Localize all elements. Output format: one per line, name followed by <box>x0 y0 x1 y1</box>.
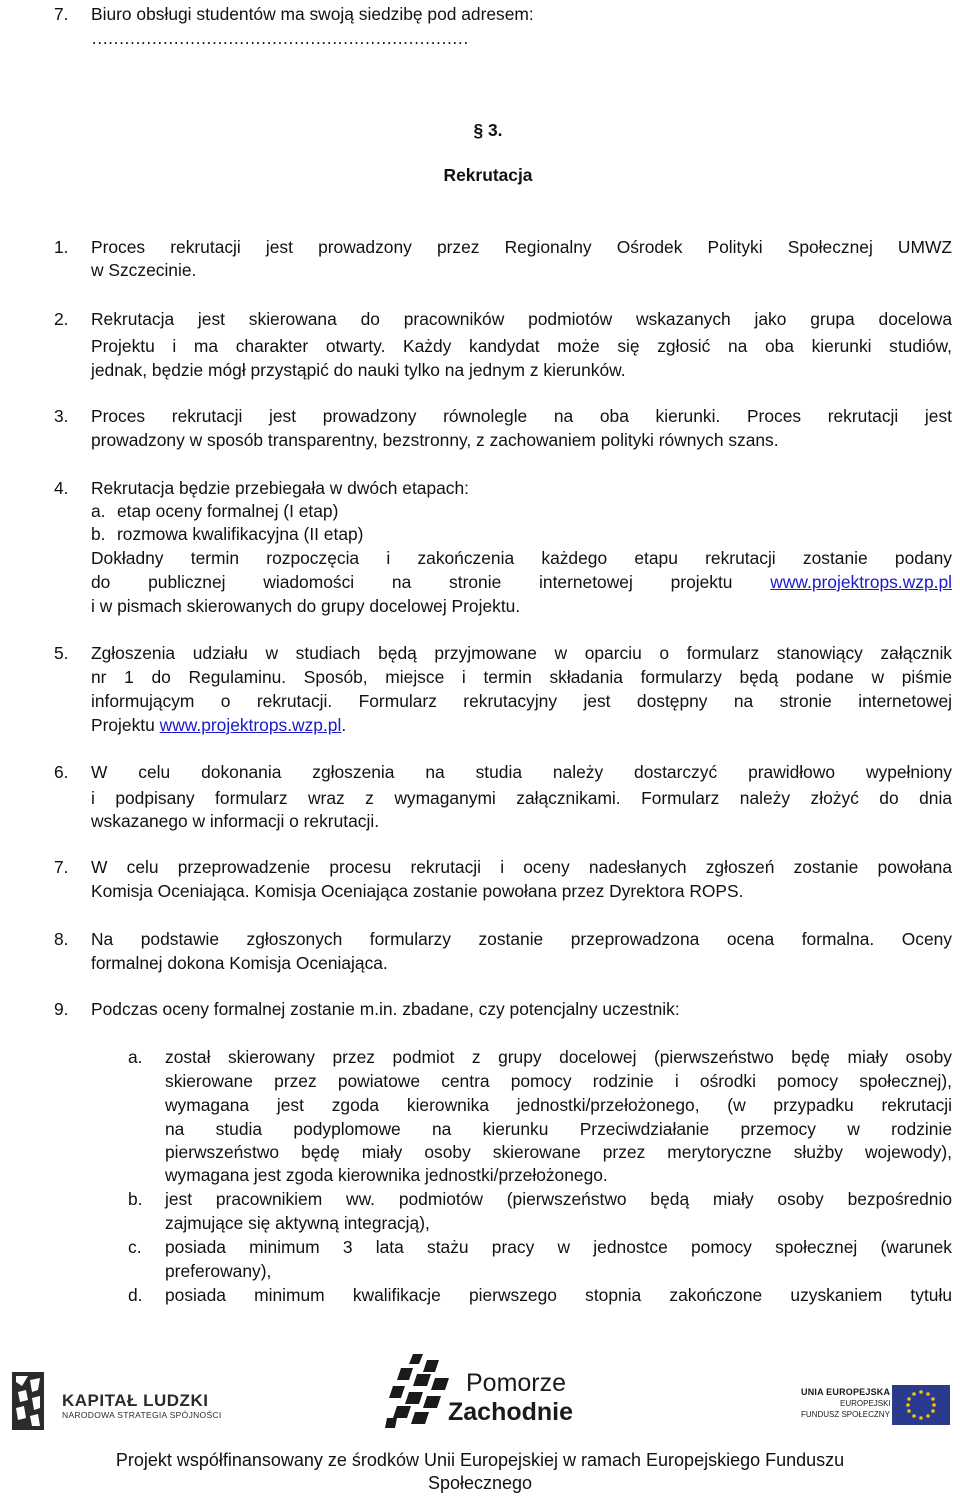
item-number: 4. <box>54 478 69 498</box>
item-number: 9. <box>54 999 69 1019</box>
sub-line: wymagana jest zgoda kierownika jednostki/przełożonego. <box>165 1165 608 1185</box>
item-number: 7. <box>54 857 69 877</box>
item-line: do publicznej wiadomości na stronie internetowej projektu <box>91 572 733 592</box>
item-line: wskazanego w informacji o rekrutacji. <box>91 811 380 831</box>
eu-flag-icon <box>892 1385 950 1425</box>
item-line: Podczas oceny formalnej zostanie m.in. zbadane, czy potencjalny uczestnik: <box>91 999 680 1019</box>
item-line: W celu przeprowadzenie procesu rekrutacji i oceny nadesłanych zgłoszeń zostanie powołana <box>91 857 952 877</box>
sub-line: wymagana jest zgoda kierownika jednostki/przełożonego, (w przypadku rekrutacji <box>165 1095 952 1115</box>
item-line: Na podstawie zgłoszonych formularzy zostanie przeprowadzona ocena formalna. Oceny <box>91 929 952 949</box>
eu-line1: UNIA EUROPEJSKA <box>801 1387 891 1397</box>
item-line: Zgłoszenia udziału w studiach będą przyjmowane w oparciu o formularz stanowiący załącznik <box>91 643 952 663</box>
item-line: Proces rekrutacji jest prowadzony równolegle na oba kierunki. Proces rekrutacji jest <box>91 406 952 426</box>
section-title: Rekrutacja <box>443 165 533 185</box>
item-number: 7. <box>54 4 69 24</box>
item-line: Rekrutacja będzie przebiegała w dwóch etapach: <box>91 478 469 498</box>
sub-line: preferowany), <box>165 1261 272 1281</box>
item-number: 8. <box>54 929 69 949</box>
item-line: prowadzony w sposób transparentny, bezstronny, z zachowaniem polityki równych szans. <box>91 430 779 450</box>
pomorze-zachodnie-emblem-icon <box>383 1352 455 1432</box>
item-number: 3. <box>54 406 69 426</box>
item-line: formalnej dokona Komisja Oceniająca. <box>91 953 388 973</box>
eu-line2: EUROPEJSKI <box>840 1399 891 1408</box>
pomorze-line2: Zachodnie <box>448 1398 574 1426</box>
section-symbol: § 3. <box>473 120 503 140</box>
item-number: 6. <box>54 762 69 782</box>
project-website-link[interactable]: www.projektrops.wzp.pl <box>770 572 952 592</box>
pomorze-line1: Pomorze <box>466 1369 567 1397</box>
item-line: Dokładny termin rozpoczęcia i zakończenia każdego etapu rekrutacji zostanie podany <box>91 548 952 568</box>
sub-label: d. <box>128 1285 143 1305</box>
sub-text: etap oceny formalnej (I etap) <box>117 501 339 521</box>
item-line: i podpisany formularz wraz z wymaganymi załącznikami. Formularz należy złożyć do dnia <box>91 788 952 808</box>
sub-line: jest pracownikiem ww. podmiotów (pierwszeństwo będą miały osoby bezpośrednio <box>165 1189 952 1209</box>
sub-line: pierwszeństwo będę miały osoby skierowane przez merytoryczne służby wojewody), <box>165 1142 952 1162</box>
sub-line: posiada minimum kwalifikacje pierwszego stopnia zakończone uzyskaniem tytułu <box>165 1285 952 1305</box>
kapital-ludzki-emblem-icon <box>8 1370 48 1432</box>
item-number: 1. <box>54 237 69 257</box>
sub-label: c. <box>128 1237 142 1257</box>
item-line: Projektu <box>91 715 155 735</box>
footer-line1: Projekt współfinansowany ze środków Unii Europejskiej w ramach Europejskiego Funduszu <box>115 1450 845 1470</box>
eu-line3: FUNDUSZ SPOŁECZNY <box>801 1410 890 1419</box>
item-line: Komisja Oceniająca. Komisja Oceniająca zostanie powołana przez Dyrektora ROPS. <box>91 881 744 901</box>
item-line: W celu dokonania zgłoszenia na studia należy dostarczyć prawidłowo wypełniony <box>91 762 952 782</box>
item-line: Rekrutacja jest skierowana do pracowników podmiotów wskazanych jako grupa docelowa <box>91 309 952 329</box>
item-line: jednak, będzie mógł przystąpić do nauki tylko na jednym z kierunków. <box>91 360 626 380</box>
project-website-link[interactable]: www.projektrops.wzp.pl <box>159 715 342 735</box>
kapital-ludzki-subtitle: NARODOWA STRATEGIA SPÓJNOŚCI <box>62 1410 222 1420</box>
item-line: Projektu i ma charakter otwarty. Każdy kandydat może się zgłosić na oba kierunki studiów, <box>91 336 952 356</box>
sub-label: a. <box>128 1047 143 1067</box>
address-dots: …………………………………………………………… <box>91 28 468 48</box>
item-line: Proces rekrutacji jest prowadzony przez Regionalny Ośrodek Polityki Społecznej UMWZ <box>91 237 952 257</box>
item-line: w Szczecinie. <box>91 260 197 280</box>
sub-line: zajmujące się aktywną integracją), <box>165 1213 430 1233</box>
item-line: i w pismach skierowanych do grupy docelowej Projektu. <box>91 596 521 616</box>
item-line: nr 1 do Regulaminu. Sposób, miejsce i termin składania formularzy będą podane w piśmie <box>91 667 952 687</box>
item-text: Biuro obsługi studentów ma swoją siedzibę pod adresem: <box>91 4 534 24</box>
footer-line2: Społecznego <box>427 1473 533 1493</box>
item-number: 5. <box>54 643 69 663</box>
item-line-end: . <box>341 715 347 735</box>
sub-line: na studia podyplomowe na kierunku Przeciwdziałanie przemocy w rodzinie <box>165 1119 952 1139</box>
sub-label: b. <box>128 1189 143 1209</box>
sub-label: b. <box>91 524 106 544</box>
sub-text: rozmowa kwalifikacyjna (II etap) <box>117 524 364 544</box>
sub-label: a. <box>91 501 106 521</box>
kapital-ludzki-title: KAPITAŁ LUDZKI <box>62 1391 209 1410</box>
sub-line: został skierowany przez podmiot z grupy docelowej (pierwszeństwo będę miały osoby <box>165 1047 952 1067</box>
item-line: informującym o rekrutacji. Formularz rekrutacyjny jest dostępny na stronie internetowej <box>91 691 952 711</box>
sub-line: posiada minimum 3 lata stażu pracy w jednostce pomocy społecznej (warunek <box>165 1237 952 1257</box>
item-number: 2. <box>54 309 69 329</box>
sub-line: skierowane przez powiatowe centra pomocy rodzinie i ośrodki pomocy społecznej), <box>165 1071 952 1091</box>
